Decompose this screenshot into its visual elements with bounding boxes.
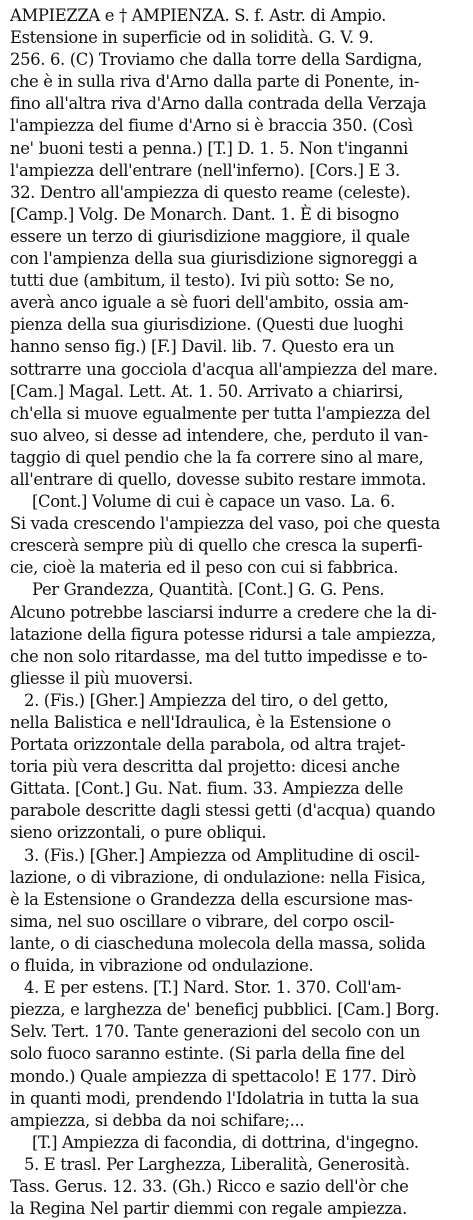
entry-line: o fluida, in vibrazione od ondulazione. xyxy=(10,956,314,976)
entry-line: taggio di quel pendio che la fa correre sino al mare, xyxy=(10,447,424,467)
entry-line: 4. E per estens. [T.] Nard. Stor. 1. 370. Coll'am- xyxy=(24,978,402,998)
entry-line: [Cam.] Magal. Lett. At. 1. 50. Arrivato a chiarirsi, xyxy=(10,381,404,401)
entry-line: lazione, o di vibrazione, di ondulazione: nella Fisica, xyxy=(10,867,426,887)
entry-line: Selv. Tert. 170. Tante generazioni del secolo con un xyxy=(10,1022,420,1042)
entry-line: 2. (Fis.) [Gher.] Ampiezza del tiro, o del getto, xyxy=(24,690,389,710)
entry-line: che non solo ritardasse, ma del tutto impedisse e to- xyxy=(10,646,428,666)
entry-line: Alcuno potrebbe lasciarsi indurre a credere che la di- xyxy=(10,602,437,622)
entry-line: 256. 6. (C) Troviamo che dalla torre della Sardigna, xyxy=(10,50,423,70)
entry-line: essere un terzo di giurisdizione maggiore, il quale xyxy=(10,226,410,246)
entry-line: cie, cioè la materia ed il peso con cui si fabbrica. xyxy=(10,558,399,578)
entry-line: hanno senso fig.) [F.] Davil. lib. 7. Questo era un xyxy=(10,337,395,357)
entry-line: che è in sulla riva d'Arno dalla parte di Ponente, in- xyxy=(10,72,420,92)
entry-line: è la Estensione o Grandezza della escursione mas- xyxy=(10,889,413,909)
entry-line: l'ampiezza dell'entrare (nell'inferno). [Cors.] E 3. xyxy=(10,160,400,180)
entry-line: Si vada crescendo l'ampiezza del vaso, poi che questa xyxy=(10,514,440,534)
entry-line: fino all'altra riva d'Arno dalla contrada della Verzaja xyxy=(10,94,427,114)
entry-line: parabole descritte dagli stessi getti (d'acqua) quando xyxy=(10,801,436,821)
entry-line: pienza della sua giurisdizione. (Questi due luoghi xyxy=(10,315,404,335)
entry-line: lante, o di ciascheduna molecola della massa, solida xyxy=(10,933,426,953)
entry-line: sottrarre una gocciola d'acqua all'ampiezza del mare. xyxy=(10,359,438,379)
entry-line: mondo.) Quale ampiezza di spettacolo! E 177. Dirò xyxy=(10,1066,417,1086)
entry-line: tutti due (ambitum, il testo). Ivi più sotto: Se no, xyxy=(10,271,395,291)
entry-line: all'entrare di quello, dovesse subito restare immota. xyxy=(10,469,427,489)
entry-line: suo alveo, si desse ad intendere, che, perduto il van- xyxy=(10,425,428,445)
entry-line: con l'ampienza della sua giurisdizione signoreggi a xyxy=(10,249,418,269)
entry-line: AMPIEZZA e † AMPIENZA. S. f. Astr. di Ampio. xyxy=(10,6,387,25)
entry-line: Estensione in superficie od in solidità. G. V. 9. xyxy=(10,28,374,48)
entry-line: crescerà sempre più di quello che cresca la superfi- xyxy=(10,536,423,556)
entry-line: averà anco iguale a sè fuori dell'ambito, ossia am- xyxy=(10,293,409,313)
entry-line: piezza, e larghezza de' beneficj pubblici. [Cam.] Borg. xyxy=(10,1000,440,1020)
entry-line: toria più vera descritta dal projetto: dicesi anche xyxy=(10,757,400,777)
entry-line: gliesse il più muoversi. xyxy=(10,668,193,688)
entry-line: sieno orizzontali, o pure obliqui. xyxy=(10,823,267,843)
entry-line: nella Balistica e nell'Idraulica, è la Estensione o xyxy=(10,713,391,732)
entry-line: ampiezza, si debba da noi schifare;... xyxy=(10,1110,305,1130)
entry-line: Gittata. [Cont.] Gu. Nat. fium. 33. Ampiezza delle xyxy=(10,779,404,799)
entry-line: ne' buoni testi a penna.) [T.] D. 1. 5. Non t'inganni xyxy=(10,138,408,158)
entry-line: Portata orizzontale della parabola, od altra trajet- xyxy=(10,735,406,755)
entry-line: Tass. Gerus. 12. 33. (Gh.) Ricco e sazio dell'òr che xyxy=(10,1176,409,1196)
entry-line: [Cont.] Volume di cui è capace un vaso. La. 6. xyxy=(32,492,395,512)
entry-line: in quanti modi, prendendo l'Idolatria in tutta la sua xyxy=(10,1088,419,1108)
entry-line: l'ampiezza del fiume d'Arno si è braccia 350. (Così xyxy=(10,116,413,136)
entry-line: [Camp.] Volg. De Monarch. Dant. 1. È di bisogno xyxy=(10,204,399,224)
entry-line: la Regina Nel partir diemmi con regale ampiezza. xyxy=(10,1199,407,1219)
entry-line: 3. (Fis.) [Gher.] Ampiezza od Amplitudine di oscil- xyxy=(24,845,420,865)
entry-text-ampiezza xyxy=(10,5,463,1220)
entry-line: 32. Dentro all'ampiezza di questo reame (celeste). xyxy=(10,182,411,202)
entry-line: 5. E trasl. Per Larghezza, Liberalità, Generosità. xyxy=(24,1154,410,1174)
entry-line: [T.] Ampiezza di facondia, di dottrina, d'ingegno. xyxy=(32,1132,419,1152)
entry-line: Per Grandezza, Quantità. [Cont.] G. G. Pens. xyxy=(32,580,385,600)
entry-line: solo fuoco saranno estinte. (Si parla della fine del xyxy=(10,1044,405,1064)
entry-line: sima, nel suo oscillare o vibrare, del corpo oscil- xyxy=(10,911,395,931)
entry-line: ch'ella si muove egualmente per tutta l'ampiezza del xyxy=(10,403,430,423)
entry-line: latazione della figura potesse ridursi a tale ampiezza, xyxy=(10,624,436,644)
